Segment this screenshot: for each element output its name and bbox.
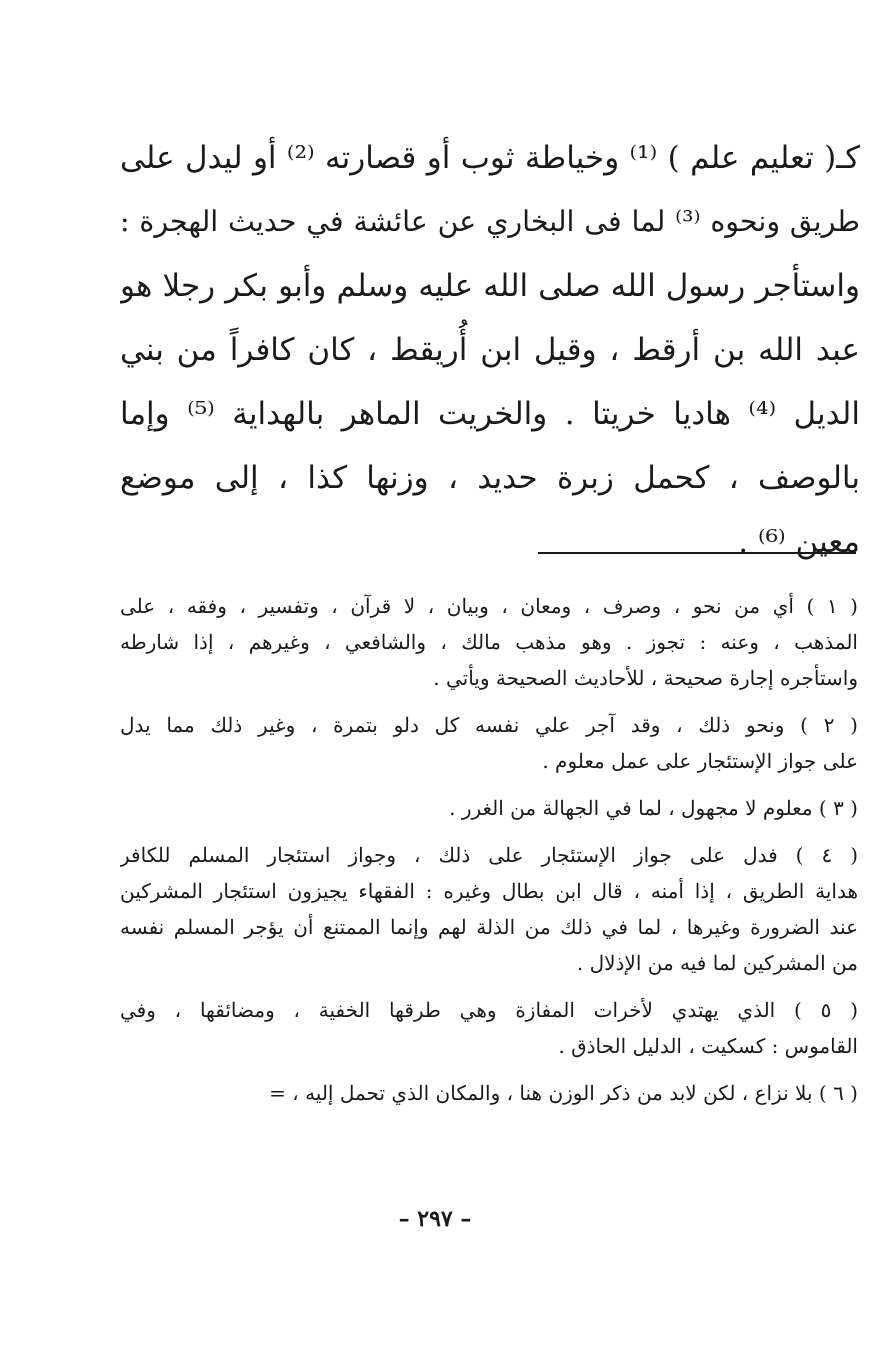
- main-text-line: الديل ⁽⁴⁾ هاديا خريتا . والخريت الماهر بالهداية ⁽⁵⁾ وإما: [120, 396, 860, 432]
- footnote-line: من المشركين لما فيه من الإذلال .: [576, 951, 858, 975]
- footnote-line: ( ٣ ) معلوم لا مجهول ، لما في الجهالة من الغرر .: [449, 796, 858, 820]
- main-text-line: معين ⁽⁶⁾ .: [738, 524, 860, 560]
- footnote-line: المذهب ، وعنه : تجوز . وهو مذهب مالك ، والشافعي ، وغيرهم ، إذا شارطه: [120, 630, 858, 654]
- footnote-3: [120, 790, 858, 826]
- footnote-line: ( ٤ ) فدل على جواز الإستئجار على ذلك ، وجواز استئجار المسلم للكافر: [120, 843, 858, 867]
- footnote-line: ( ١ ) أي من نحو ، وصرف ، ومعان ، وبيان ، لا قرآن ، وتفسير ، وفقه ، على: [120, 594, 858, 618]
- footnote-line: ( ٥ ) الذي يهتدي لأخرات المفازة وهي طرقها الخفية ، ومضائقها ، وفي: [120, 998, 858, 1022]
- main-text: [120, 126, 860, 574]
- main-text-line: طريق ونحوه ⁽³⁾ لما فى البخاري عن عائشة في حديث الهجرة :: [120, 205, 860, 238]
- page-number: – ٢٩٧ –: [398, 1206, 472, 1232]
- footnote-2: [120, 707, 858, 779]
- main-text-line: عبد الله بن أرقط ، وقيل ابن أُريقط ، كان كافراً من بني: [120, 332, 860, 368]
- footnote-line: هداية الطريق ، إذا أمنه ، قال ابن بطال وغيره : الفقهاء يجيزون استئجار المشركين: [120, 879, 858, 903]
- footnote-line: القاموس : كسكيت ، الدليل الحاذق .: [558, 1034, 858, 1058]
- main-text-line: واستأجر رسول الله صلى الله عليه وسلم وأبو بكر رجلا هو: [120, 268, 860, 304]
- footnote-line: على جواز الإستئجار على عمل معلوم .: [542, 749, 858, 773]
- footnote-6: [120, 1075, 858, 1111]
- footnote-4: [120, 837, 858, 981]
- footnote-line: عند الضرورة وغيرها ، لما في ذلك من الذلة لهم وإنما الممتنع أن يؤجر المسلم نفسه: [120, 915, 858, 939]
- footnote-1: [120, 588, 858, 696]
- footnote-divider: [538, 552, 856, 554]
- footnote-5: [120, 992, 858, 1064]
- main-text-line: كـ( تعليم علم ) ⁽¹⁾ وخياطة ثوب أو قصارته ⁽²⁾ أو ليدل على: [120, 140, 860, 176]
- main-text-line: بالوصف ، كحمل زبرة حديد ، وزنها كذا ، إلى موضع: [120, 460, 860, 496]
- footnote-line: ( ٢ ) ونحو ذلك ، وقد آجر علي نفسه كل دلو بتمرة ، وغير ذلك مما يدل: [120, 713, 858, 737]
- footnote-line: واستأجره إجارة صحيحة ، للأحاديث الصحيحة ويأتي .: [433, 666, 858, 690]
- footnote-line: ( ٦ ) بلا نزاع ، لكن لابد من ذكر الوزن هنا ، والمكان الذي تحمل إليه ، =: [269, 1081, 858, 1105]
- footnotes: [120, 588, 858, 1122]
